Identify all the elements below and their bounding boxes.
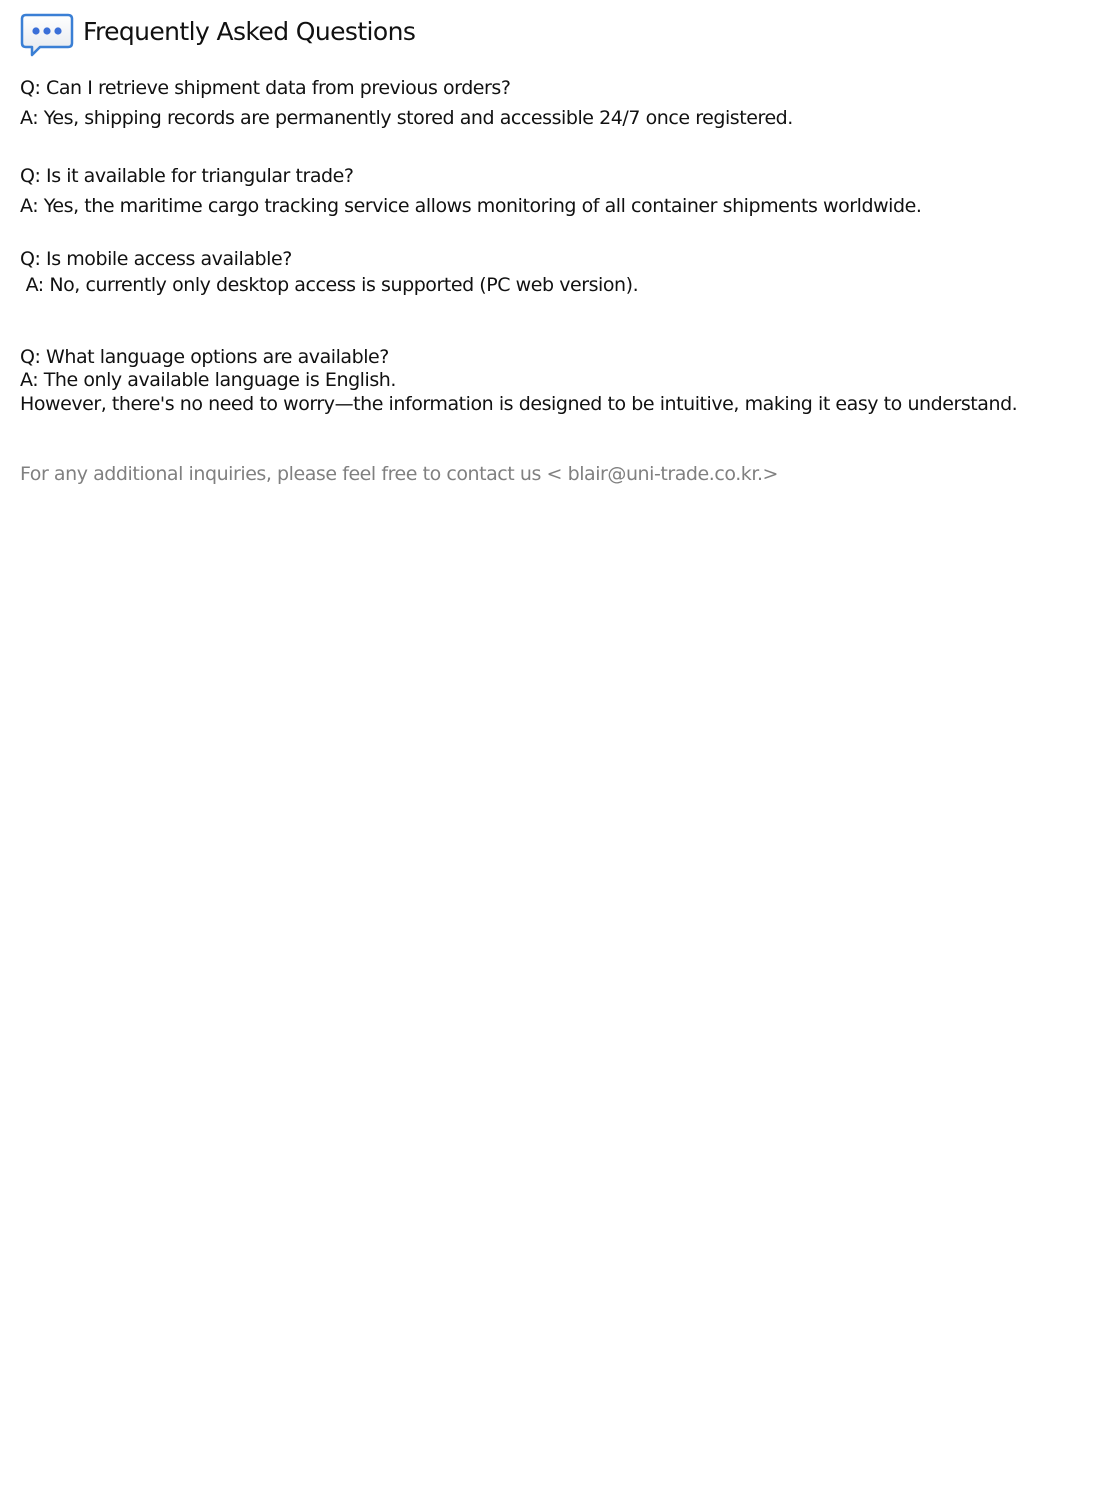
faq-question-3: Q: Is mobile access available? <box>20 248 292 270</box>
faq-answer-2: A: Yes, the maritime cargo tracking service allows monitoring of all container shipments worldwide. <box>20 195 922 217</box>
page-title: Frequently Asked Questions <box>83 17 416 46</box>
faq-header <box>20 12 415 58</box>
speech-bubble-icon <box>20 12 74 58</box>
faq-question-2: Q: Is it available for triangular trade? <box>20 165 354 187</box>
faq-question-1: Q: Can I retrieve shipment data from previous orders? <box>20 77 511 99</box>
faq-answer-4-continued: However, there's no need to worry—the information is designed to be intuitive, making it easy to understand. <box>20 393 1018 415</box>
faq-answer-3: A: No, currently only desktop access is supported (PC web version). <box>20 274 639 296</box>
faq-answer-1: A: Yes, shipping records are permanently stored and accessible 24/7 once registered. <box>20 107 793 129</box>
contact-footer: For any additional inquiries, please feel free to contact us < blair@uni-trade.co.kr.> <box>20 463 779 485</box>
faq-question-4: Q: What language options are available? <box>20 346 389 368</box>
faq-answer-4: A: The only available language is English. <box>20 369 396 391</box>
